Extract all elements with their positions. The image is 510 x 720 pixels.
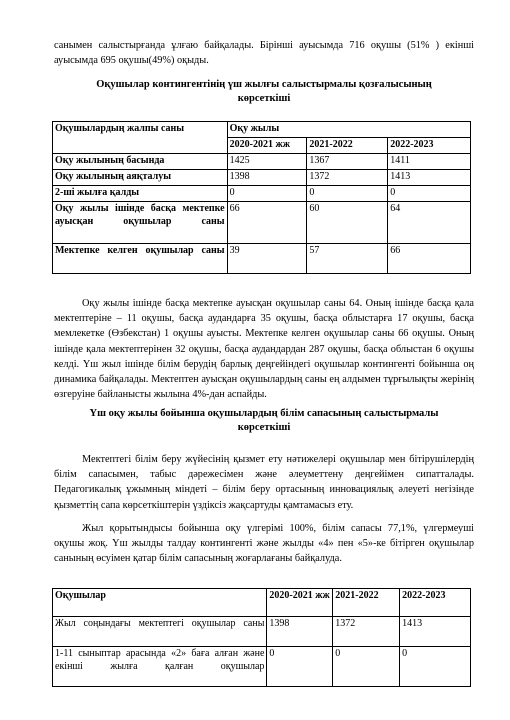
table1-cell: 1413 [388,170,471,186]
table2-row-label: 1-11 сыныптар арасында «2» баға алған және екінші жылға қалған оқушылар [53,647,267,687]
table1-row-label: Оқу жылы ішінде басқа мектепке ауысқан оқушылар саны [53,202,228,244]
table1-header-left: Оқушылардың жалпы саны [53,122,228,154]
table1-cell: 0 [227,186,307,202]
table1-cell: 39 [227,244,307,274]
table2-year: 2022-2023 [400,589,471,617]
table-row [53,647,471,687]
table2-cell: 1398 [267,617,333,647]
table1-cell: 1425 [227,154,307,170]
table1-row-label: Оқу жылының аяқталуы [53,170,228,186]
table1-cell: 1372 [307,170,388,186]
table1-cell: 66 [227,202,307,244]
section2-title-line1: Үш оқу жылы бойынша оқушылардың білім сапасының салыстырмалы [89,408,439,419]
table1-cell: 1398 [227,170,307,186]
table-row [53,244,471,274]
table2-row-label: Жыл соңындағы мектептегі оқушылар саны [53,617,267,647]
paragraph-transfers: Оқу жылы ішінде басқа мектепке ауысқан оқушылар саны 64. Оның ішінде басқа қала мектептеріне – 11 оқушы, басқа аудандарға 35 оқушы, басқа облыстарға 17 оқушы, басқа мемлекетке (Өзбекстан) 1 оқушы ауысты. Мектепке келген оқушылар саны 66 оқушы. Оның ішінде қала мектептерінен 32 оқушы, басқа аудандардан 287 оқушы, басқа облыстан 6 оқушы келді. Үш жыл ішінде білім берудің барлық деңгейіндегі оқушылар контингенті бойынша оң динамика байқалады. Мектептен ауысқан оқушылардың саны ең алдымен тұрғылықты жерінің өзгеруіне байланысты жылына 4%-дан аспайды. [54,298,474,401]
table2-year: 2020-2021 жж [267,589,333,617]
contingent-table [52,121,471,274]
section2-title-line2: көрсеткіші [237,422,291,433]
section2-title [54,407,474,435]
table1-year: 2020-2021 жж [227,138,307,154]
table1-cell: 1367 [307,154,388,170]
table1-cell: 60 [307,202,388,244]
table1-year: 2022-2023 [388,138,471,154]
table2-cell: 1413 [400,617,471,647]
table-row [53,617,471,647]
intro-paragraph: санымен салыстырғанда ұлғаю байқалады. Бірінші ауысымда 716 оқушы (51% ) екінші ауысымда 695 оқушы(49%) оқыды. [54,40,474,67]
table1-year: 2021-2022 [307,138,388,154]
quality-table [52,588,471,687]
table-row [53,170,471,186]
paragraph-results: Жыл қорытындысы бойынша оқу үлгерімі 100%, білім сапасы 77,1%, үлгермеуші оқушы жоқ. Үш жылды талдау контингенті және жылды «4» пен «5»-ке бітірген оқушылар санының өсуімен қатар білім сапасының жоғарлағаны байқалуда. [54,523,474,565]
table1-cell: 57 [307,244,388,274]
table2-year: 2021-2022 [333,589,400,617]
section1-title-line2: көрсеткіші [237,93,291,104]
section1-title [54,78,474,106]
table1-cell: 64 [388,202,471,244]
table2-cell: 0 [400,647,471,687]
table1-cell: 1411 [388,154,471,170]
table1-row-label: Мектепке келген оқушылар саны [53,244,228,274]
table2-cell: 1372 [333,617,400,647]
table1-cell: 0 [307,186,388,202]
table1-row-label: Оқу жылының басында [53,154,228,170]
section1-title-line1: Оқушылар контингентінің үш жылғы салыстырмалы қозғалысының [96,79,432,90]
table1-cell: 66 [388,244,471,274]
table1-header-group: Оқу жылы [227,122,470,138]
table-row [53,186,471,202]
table2-cell: 0 [333,647,400,687]
table-row [53,202,471,244]
table2-header-left: Оқушылар [53,589,267,617]
table1-row-label: 2-ші жылға қалды [53,186,228,202]
table2-cell: 0 [267,647,333,687]
paragraph-quality: Мектептегі білім беру жүйесінің қызмет ету нәтижелері оқушылар мен бітірушілердің білім сапасымен, табыс дәрежесімен және әлеуметтену деңгейімен сипатталады. Педагогикалық ұжымның міндеті – білім беру ортасының инновациялық әлеуеті негізінде қызметтің сапа көрсеткіштерін үздіксіз жақсартуды қамтамасыз ету. [54,454,474,511]
table-row [53,154,471,170]
table1-cell: 0 [388,186,471,202]
